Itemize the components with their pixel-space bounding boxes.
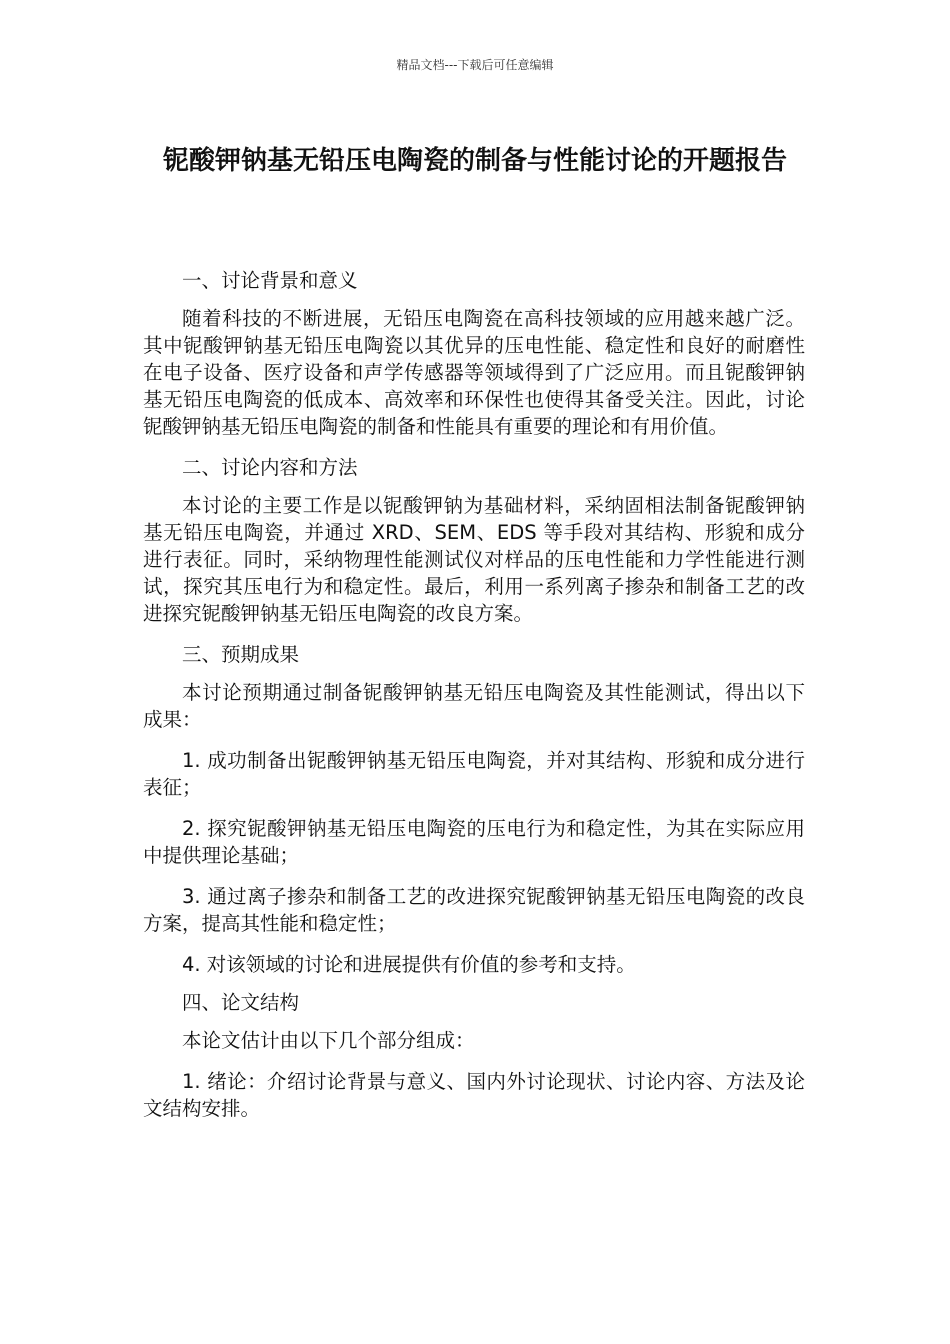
section-heading-expected-results: 三、预期成果	[182, 643, 300, 666]
list-item-result-2: 2. 探究铌酸钾钠基无铅压电陶瓷的压电行为和稳定性，为其在实际应用中提供理论基础；	[143, 817, 805, 867]
section-heading-content-method: 二、讨论内容和方法	[182, 456, 358, 479]
paragraph-thesis-structure: 本论文估计由以下几个部分组成：	[182, 1029, 475, 1052]
section-heading-thesis-structure: 四、论文结构	[182, 991, 300, 1014]
section-heading-background: 一、讨论背景和意义	[182, 269, 358, 292]
document-title: 铌酸钾钠基无铅压电陶瓷的制备与性能讨论的开题报告	[162, 146, 787, 176]
document-body	[143, 267, 805, 1136]
list-item-result-1: 1. 成功制备出铌酸钾钠基无铅压电陶瓷，并对其结构、形貌和成分进行表征；	[143, 749, 805, 799]
header-note: 精品文档---下载后可任意编辑	[396, 58, 554, 72]
paragraph-background: 随着科技的不断进展，无铅压电陶瓷在高科技领域的应用越来越广泛。其中铌酸钾钠基无铅压电陶瓷以其优异的压电性能、稳定性和良好的耐磨性在电子设备、医疗设备和声学传感器等领域得到了广泛应用。而且铌酸钾钠基无铅压电陶瓷的低成本、高效率和环保性也使得其备受关注。因此，讨论铌酸钾钠基无铅压电陶瓷的制备和性能具有重要的理论和有用价值。	[143, 307, 805, 438]
paragraph-content-method: 本讨论的主要工作是以铌酸钾钠为基础材料，采纳固相法制备铌酸钾钠基无铅压电陶瓷，并通过 XRD、SEM、EDS 等手段对其结构、形貌和成分进行表征。同时，采纳物理性能测试仪对样品的压电性能和力学性能进行测试，探究其压电行为和稳定性。最后，利用一系列离子掺杂和制备工艺的改进探究铌酸钾钠基无铅压电陶瓷的改良方案。	[143, 494, 805, 625]
list-item-structure-1: 1. 绪论：介绍讨论背景与意义、国内外讨论现状、讨论内容、方法及论文结构安排。	[143, 1070, 805, 1120]
paragraph-expected-results: 本讨论预期通过制备铌酸钾钠基无铅压电陶瓷及其性能测试，得出以下成果：	[143, 681, 805, 731]
list-item-result-3: 3. 通过离子掺杂和制备工艺的改进探究铌酸钾钠基无铅压电陶瓷的改良方案，提高其性能和稳定性；	[143, 885, 805, 935]
list-item-result-4: 4. 对该领域的讨论和进展提供有价值的参考和支持。	[182, 953, 636, 976]
